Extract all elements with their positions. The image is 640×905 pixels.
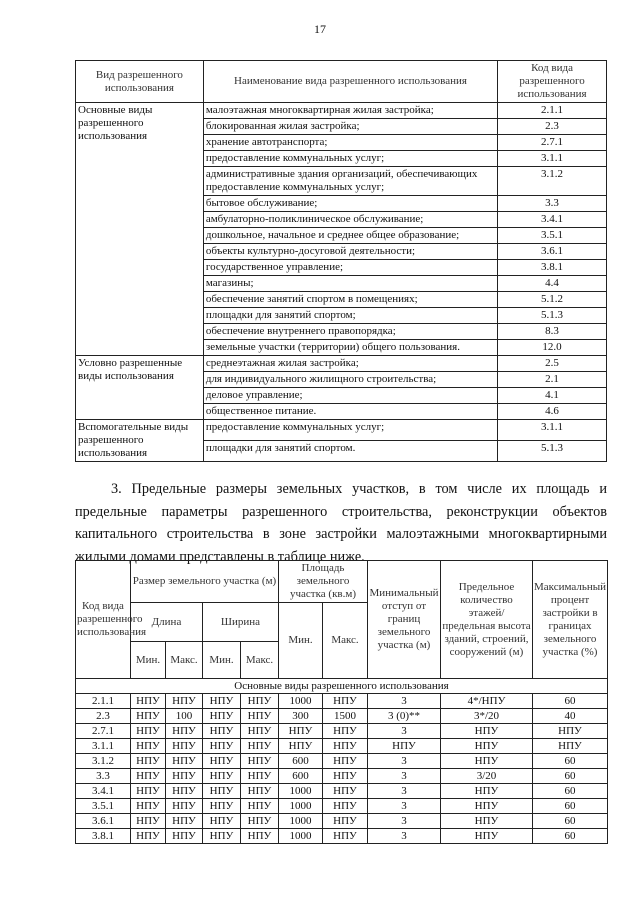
cell: 60 [533, 694, 608, 709]
cell: НПУ [241, 754, 279, 769]
table-row [76, 694, 608, 709]
header-width: Ширина [203, 603, 279, 642]
header-width-min: Мин. [203, 642, 241, 679]
table-row [76, 709, 608, 724]
cell: НПУ [441, 739, 533, 754]
use-code: 3.1.1 [498, 151, 607, 167]
table-row [76, 769, 608, 784]
cell: 1500 [323, 709, 368, 724]
cell: НПУ [203, 769, 241, 784]
cell: 3 [368, 784, 441, 799]
use-code: 12.0 [498, 340, 607, 356]
cell: 2.1.1 [76, 694, 131, 709]
cell: НПУ [241, 829, 279, 844]
section-label: Основные виды разрешенного использования [76, 679, 608, 694]
cell: НПУ [323, 829, 368, 844]
use-name: обеспечение внутреннего правопорядка; [203, 324, 497, 340]
cell: НПУ [203, 784, 241, 799]
cell: НПУ [203, 754, 241, 769]
use-code: 3.5.1 [498, 228, 607, 244]
use-group-label: Основные виды разрешенного использования [76, 103, 204, 356]
cell: 3.1.2 [76, 754, 131, 769]
use-code: 3.8.1 [498, 260, 607, 276]
use-name: блокированная жилая застройка; [203, 119, 497, 135]
header-width-max: Макс. [241, 642, 279, 679]
use-name: хранение автотранспорта; [203, 135, 497, 151]
use-code: 2.5 [498, 356, 607, 372]
use-code: 3.6.1 [498, 244, 607, 260]
cell: НПУ [368, 739, 441, 754]
use-name: малоэтажная многоквартирная жилая застройка; [203, 103, 497, 119]
use-code: 3.1.1 [498, 420, 607, 441]
cell: НПУ [203, 739, 241, 754]
header-code: Код вида разрешенного использования [76, 561, 131, 679]
use-code: 4.4 [498, 276, 607, 292]
cell: НПУ [203, 814, 241, 829]
cell: НПУ [441, 754, 533, 769]
cell: НПУ [241, 799, 279, 814]
use-name: предоставление коммунальных услуг; [203, 420, 497, 441]
cell: НПУ [166, 694, 203, 709]
cell: НПУ [279, 724, 323, 739]
use-code: 4.1 [498, 388, 607, 404]
cell: НПУ [131, 784, 166, 799]
table-header-row [76, 561, 608, 603]
page-number: 17 [314, 22, 326, 36]
cell: 60 [533, 784, 608, 799]
cell: НПУ [166, 799, 203, 814]
table-row [76, 103, 607, 119]
cell: НПУ [203, 709, 241, 724]
use-name: бытовое обслуживание; [203, 196, 497, 212]
cell: НПУ [323, 769, 368, 784]
use-code: 4.6 [498, 404, 607, 420]
cell: НПУ [166, 829, 203, 844]
cell: НПУ [131, 769, 166, 784]
cell: 3 [368, 829, 441, 844]
cell: 3.8.1 [76, 829, 131, 844]
header-setback: Минимальный отступ от границ земельного участка (м) [368, 561, 441, 679]
parameters-table [75, 560, 608, 844]
cell: 3 [368, 694, 441, 709]
cell: НПУ [241, 784, 279, 799]
use-code: 3.1.2 [498, 167, 607, 196]
cell: НПУ [441, 829, 533, 844]
cell: НПУ [166, 754, 203, 769]
cell: НПУ [131, 754, 166, 769]
use-name: объекты культурно-досуговой деятельности; [203, 244, 497, 260]
header-percent: Максимальный процент застройки в границах земельного участка (%) [533, 561, 608, 679]
cell: 60 [533, 829, 608, 844]
cell: 600 [279, 754, 323, 769]
cell: 3 (0)** [368, 709, 441, 724]
cell: НПУ [166, 814, 203, 829]
use-code: 2.1 [498, 372, 607, 388]
cell: НПУ [241, 724, 279, 739]
cell: 1000 [279, 784, 323, 799]
header-use-code: Код вида разрешенного использования [498, 61, 607, 103]
cell: НПУ [131, 829, 166, 844]
table-row [76, 356, 607, 372]
cell: 2.7.1 [76, 724, 131, 739]
use-code: 2.3 [498, 119, 607, 135]
table-row [76, 784, 608, 799]
use-name: предоставление коммунальных услуг; [203, 151, 497, 167]
cell: НПУ [241, 814, 279, 829]
cell: НПУ [323, 739, 368, 754]
cell: НПУ [131, 709, 166, 724]
cell: НПУ [323, 724, 368, 739]
use-name: среднеэтажная жилая застройка; [203, 356, 497, 372]
cell: 3.3 [76, 769, 131, 784]
cell: НПУ [203, 724, 241, 739]
header-area-max: Макс. [323, 603, 368, 679]
cell: НПУ [131, 694, 166, 709]
table-row [76, 754, 608, 769]
use-name: для индивидуального жилищного строительства; [203, 372, 497, 388]
cell: 3 [368, 814, 441, 829]
cell: НПУ [323, 754, 368, 769]
cell: 2.3 [76, 709, 131, 724]
cell: 100 [166, 709, 203, 724]
section-row [76, 679, 608, 694]
cell: НПУ [323, 784, 368, 799]
use-code: 5.1.2 [498, 292, 607, 308]
use-name: общественное питание. [203, 404, 497, 420]
cell: НПУ [323, 814, 368, 829]
cell: НПУ [323, 694, 368, 709]
cell: 3 [368, 799, 441, 814]
cell: НПУ [241, 709, 279, 724]
cell: 3*/20 [441, 709, 533, 724]
cell: НПУ [166, 724, 203, 739]
use-code: 2.7.1 [498, 135, 607, 151]
permitted-use-table [75, 60, 607, 462]
table-header-row [76, 61, 607, 103]
cell: НПУ [241, 739, 279, 754]
cell: 1000 [279, 814, 323, 829]
cell: НПУ [166, 739, 203, 754]
cell: 60 [533, 814, 608, 829]
cell: НПУ [533, 724, 608, 739]
cell: НПУ [203, 829, 241, 844]
cell: 3.4.1 [76, 784, 131, 799]
use-name: административные здания организаций, обеспечивающих предоставление коммунальных услуг; [203, 167, 497, 196]
table-row [76, 799, 608, 814]
cell: НПУ [131, 724, 166, 739]
table-row [76, 739, 608, 754]
use-name: земельные участки (территории) общего пользования. [203, 340, 497, 356]
header-length-min: Мин. [131, 642, 166, 679]
use-code: 2.1.1 [498, 103, 607, 119]
cell: НПУ [323, 799, 368, 814]
cell: НПУ [533, 739, 608, 754]
use-name: магазины; [203, 276, 497, 292]
header-use-type: Вид разрешенного использования [76, 61, 204, 103]
cell: НПУ [441, 814, 533, 829]
cell: 1000 [279, 829, 323, 844]
cell: НПУ [131, 799, 166, 814]
use-name: обеспечение занятий спортом в помещениях; [203, 292, 497, 308]
cell: НПУ [203, 799, 241, 814]
table-row [76, 724, 608, 739]
header-area: Площадь земельного участка (кв.м) [279, 561, 368, 603]
cell: 1000 [279, 694, 323, 709]
paragraph [75, 478, 607, 568]
cell: 60 [533, 799, 608, 814]
table-row [76, 420, 607, 441]
cell: 4*/НПУ [441, 694, 533, 709]
cell: 3.5.1 [76, 799, 131, 814]
use-name: дошкольное, начальное и среднее общее образование; [203, 228, 497, 244]
use-name: государственное управление; [203, 260, 497, 276]
header-floors: Предельное количество этажей/ предельная высота зданий, строений, сооружений (м) [441, 561, 533, 679]
use-code: 3.4.1 [498, 212, 607, 228]
cell: НПУ [131, 739, 166, 754]
use-code: 5.1.3 [498, 441, 607, 462]
cell: НПУ [241, 769, 279, 784]
cell: 40 [533, 709, 608, 724]
header-length: Длина [131, 603, 203, 642]
cell: 3.6.1 [76, 814, 131, 829]
use-name: деловое управление; [203, 388, 497, 404]
cell: НПУ [441, 784, 533, 799]
header-area-min: Мин. [279, 603, 323, 679]
table-row [76, 829, 608, 844]
use-name: амбулаторно-поликлиническое обслуживание; [203, 212, 497, 228]
cell: НПУ [441, 724, 533, 739]
cell: 3 [368, 724, 441, 739]
table-row [76, 814, 608, 829]
use-code: 5.1.3 [498, 308, 607, 324]
use-name: площадки для занятий спортом. [203, 441, 497, 462]
cell: 3.1.1 [76, 739, 131, 754]
cell: 600 [279, 769, 323, 784]
use-code: 8.3 [498, 324, 607, 340]
cell: НПУ [241, 694, 279, 709]
header-use-name: Наименование вида разрешенного использования [203, 61, 497, 103]
use-group-label: Условно разрешенные виды использования [76, 356, 204, 420]
use-code: 3.3 [498, 196, 607, 212]
cell: 1000 [279, 799, 323, 814]
header-size: Размер земельного участка (м) [131, 561, 279, 603]
cell: НПУ [131, 814, 166, 829]
cell: 60 [533, 754, 608, 769]
cell: НПУ [441, 799, 533, 814]
paragraph-text: 3. Предельные размеры земельных участков, в том числе их площадь и предельные параметры разрешенного строительства, реконструкции объектов капитального строительства в зоне застройки малоэтажными многоквартирными жилыми домами представлены в таблице ниже. [75, 481, 607, 565]
use-group-label: Вспомогательные виды разрешенного использования [76, 420, 204, 462]
cell: 60 [533, 769, 608, 784]
use-name: площадки для занятий спортом; [203, 308, 497, 324]
cell: НПУ [166, 769, 203, 784]
cell: 3 [368, 769, 441, 784]
cell: НПУ [166, 784, 203, 799]
cell: 3 [368, 754, 441, 769]
cell: НПУ [279, 739, 323, 754]
header-length-max: Макс. [166, 642, 203, 679]
cell: 3/20 [441, 769, 533, 784]
cell: 300 [279, 709, 323, 724]
cell: НПУ [203, 694, 241, 709]
